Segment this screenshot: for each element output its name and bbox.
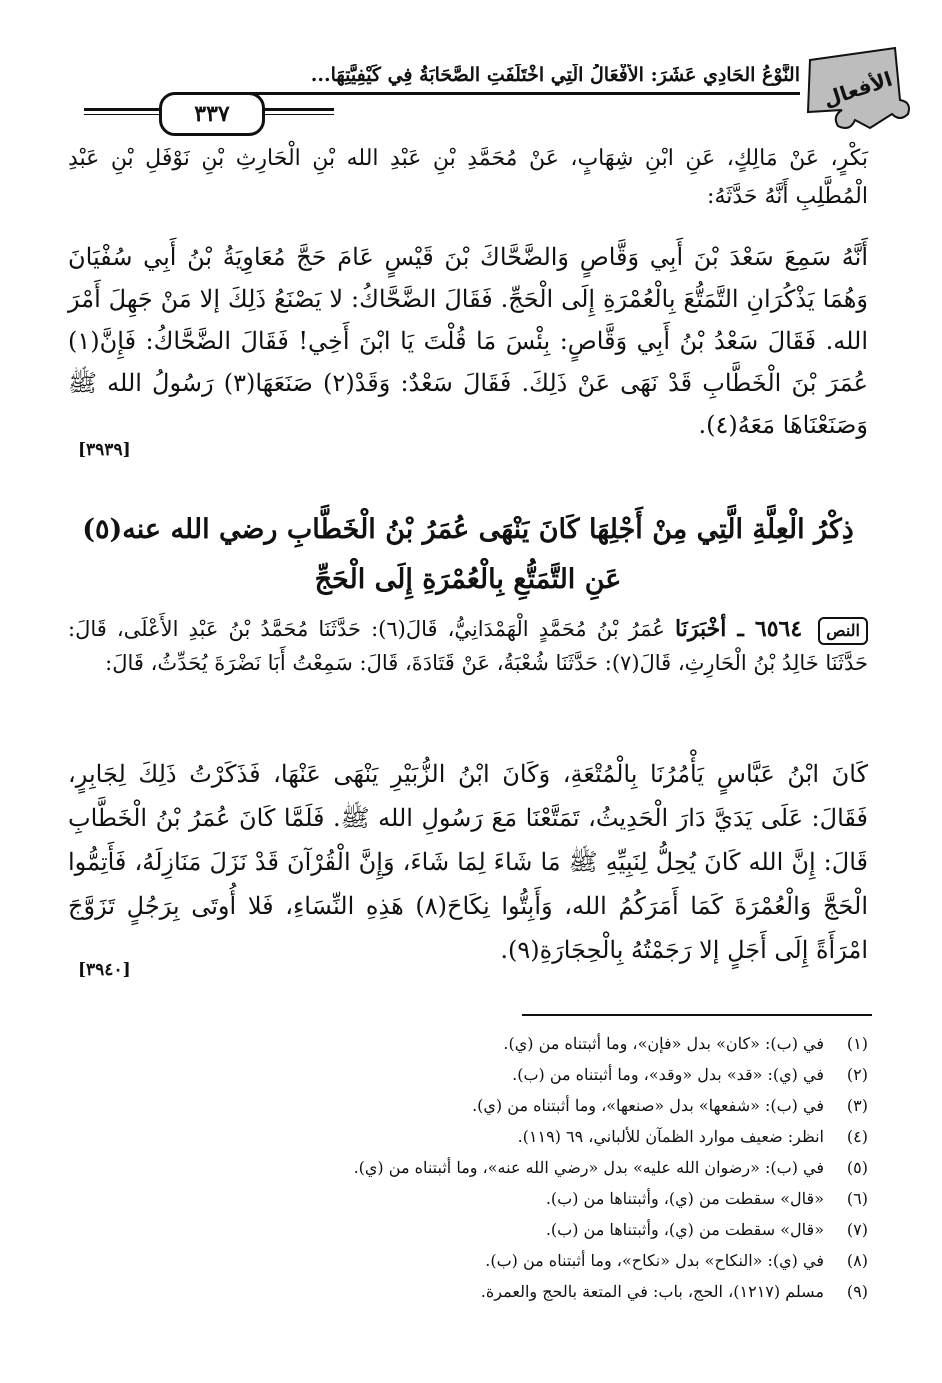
chapter-heading-line-2: عَنِ التَّمَتُّعِ بِالْعُمْرَةِ إِلَى الْحَجِّ — [314, 564, 622, 595]
footnote-text: في (ب): «رضوان الله عليه» بدل «رضي الله عنه»، وما أثبتناه من (ي). — [353, 1158, 824, 1177]
footnote-item — [68, 1183, 868, 1214]
running-title: النَّوْعُ الحَادِي عَشَرَ: الأفْعَالُ الَّتِي اخْتَلَفَتِ الصَّحَابَةُ فِي كَيْفِيَّتِهَا... — [210, 64, 800, 95]
hadith-isnad: عُمَرُ بْنُ مُحَمَّدٍ الْهَمْدَانِيُّ، قَالَ(٦): حَدَّثَنَا مُحَمَّدُ بْنُ عَبْدِ الأَعْلَى، قَالَ: حَدَّثَنَا خَالِدُ بْنُ الْحَارِثِ، قَالَ(٧): حَدَّثَنَا شُعْبَةُ، عَنْ قَتَادَةَ، قَالَ: سَمِعْتُ أَبَا نَضْرَةَ يُحَدِّثُ، قَالَ: — [68, 617, 868, 675]
footnote-item — [68, 1245, 868, 1276]
footnote-item — [68, 1214, 868, 1245]
page-number-frame — [84, 92, 334, 132]
footnote-item — [68, 1028, 868, 1059]
footnote-number: (١) — [846, 1034, 868, 1053]
hadith-isnad-paragraph — [68, 612, 868, 680]
footnote-text: «قال» سقطت من (ي)، وأثبتناها من (ب). — [545, 1189, 824, 1208]
footnote-text: مسلم (١٢١٧)، الحج، باب: في المتعة بالحج والعمرة. — [480, 1282, 824, 1301]
footnote-text: في (ي): «النكاح» بدل «نكاح»، وما أثبتناه من (ب). — [485, 1251, 824, 1270]
footnote-text: انظر: ضعيف موارد الظمآن للألباني، ٦٩ (١١٩). — [517, 1127, 824, 1146]
hadith-reference: [٣٩٣٩] — [78, 440, 131, 460]
footnote-item — [68, 1121, 868, 1152]
hadith-reference: [٣٩٤٠] — [78, 960, 131, 980]
footnote-number: (٤) — [846, 1127, 868, 1146]
matn-paragraph: أَنَّهُ سَمِعَ سَعْدَ بْنَ أَبِي وَقَّاصٍ وَالضَّحَّاكَ بْنَ قَيْسٍ عَامَ حَجَّ مُعَاوِيَةُ بْنُ أَبِي سُفْيَانَ وَهُمَا يَذْكُرَانِ التَّمَتُّعَ بِالْعُمْرَةِ إِلَى الْحَجِّ. فَقَالَ الضَّحَّاكُ: لا يَصْنَعُ ذَلِكَ إلا مَنْ جَهِلَ أَمْرَ الله. فَقَالَ سَعْدُ بْنُ أَبِي وَقَّاصٍ: بِئْسَ مَا قُلْتَ يَا ابْنَ أَخِي! فَقَالَ الضَّحَّاكُ: فَإِنَّ(١) عُمَرَ بْنَ الْخَطَّابِ قَدْ نَهَى عَنْ ذَلِكَ. فَقَالَ سَعْدٌ: وَقَدْ(٢) صَنَعَهَا(٣) رَسُولُ الله ﷺ وَصَنَعْنَاهَا مَعَهُ(٤). — [68, 243, 868, 439]
page-header — [40, 40, 910, 130]
footnote-number: (٨) — [846, 1251, 868, 1270]
footnote-number: (٦) — [846, 1189, 868, 1208]
footnote-text: في (ب): «شفعها» بدل «صنعها»، وما أثبتناه من (ي). — [472, 1096, 824, 1115]
chapter-heading-line-1: ذِكْرُ الْعِلَّةِ الَّتِي مِنْ أَجْلِهَا كَانَ يَنْهَى عُمَرُ بْنُ الْخَطَّابِ رضي الله عنه(٥) — [82, 514, 854, 545]
hadith-matn-paragraph: كَانَ ابْنُ عَبَّاسٍ يَأْمُرُنَا بِالْمُتْعَةِ، وَكَانَ ابْنُ الزُّبَيْرِ يَنْهَى عَنْهَا، فَذَكَرْتُ ذَلِكَ لِجَابِرٍ، فَقَالَ: عَلَى يَدَيَّ دَارَ الْحَدِيثُ، تَمَتَّعْنَا مَعَ رَسُولِ الله ﷺ. فَلَمَّا كَانَ عُمَرُ بْنُ الْخَطَّابِ قَالَ: إِنَّ الله كَانَ يُحِلُّ لِنَبِيِّهِ ﷺ مَا شَاءَ لِمَا شَاءَ، وَإِنَّ الْقُرْآنَ قَدْ نَزَلَ مَنَازِلَهُ، فَأَتِمُّوا الْحَجَّ وَالْعُمْرَةَ كَمَا أَمَرَكُمُ الله، وَأَبِتُّوا نِكَاحَ(٨) هَذِهِ النِّسَاءِ، فَلا أُوتَى بِرَجُلٍ تَزَوَّجَ امْرَأَةً إِلَى أَجَلٍ إلا رَجَمْتُهُ بِالْحِجَارَةِ(٩). — [68, 760, 868, 964]
footnote-number: (٧) — [846, 1220, 868, 1239]
footnote-number: (٥) — [846, 1158, 868, 1177]
text-tag: النص — [818, 617, 868, 645]
footnote-number: (٢) — [846, 1065, 868, 1084]
isnad-paragraph: بَكْرٍ، عَنْ مَالِكٍ، عَنِ ابْنِ شِهَابٍ، عَنْ مُحَمَّدِ بْنِ عَبْدِ الله بْنِ الْحَارِثِ بْنِ نَوْفَلِ بْنِ عَبْدِ الْمُطَّلِبِ أَنَّهُ حَدَّثَهُ: — [68, 146, 868, 209]
footnote-item — [68, 1059, 868, 1090]
footnote-number: (٣) — [846, 1096, 868, 1115]
footnote-item — [68, 1276, 868, 1307]
puzzle-piece-icon — [800, 40, 910, 135]
footnote-text: في (ي): «قد» بدل «وقد»، وما أثبتناه من (ب). — [512, 1065, 824, 1084]
footnote-text: «قال» سقطت من (ي)، وأثبتناها من (ب). — [545, 1220, 824, 1239]
footnote-number: (٩) — [846, 1282, 868, 1301]
footnote-item — [68, 1090, 868, 1121]
footnotes-list — [68, 1028, 868, 1307]
footnote-text: في (ب): «كان» بدل «فإن»، وما أثبتناه من (ي). — [503, 1034, 824, 1053]
hadith-number: ٦٥٦٤ ـ أخْبَرَنَا — [675, 616, 803, 642]
footnote-item — [68, 1152, 868, 1183]
section-badge-label: الأفعال — [820, 66, 896, 112]
page-number: ٣٣٧ — [159, 92, 265, 136]
footnote-divider — [522, 1014, 872, 1016]
